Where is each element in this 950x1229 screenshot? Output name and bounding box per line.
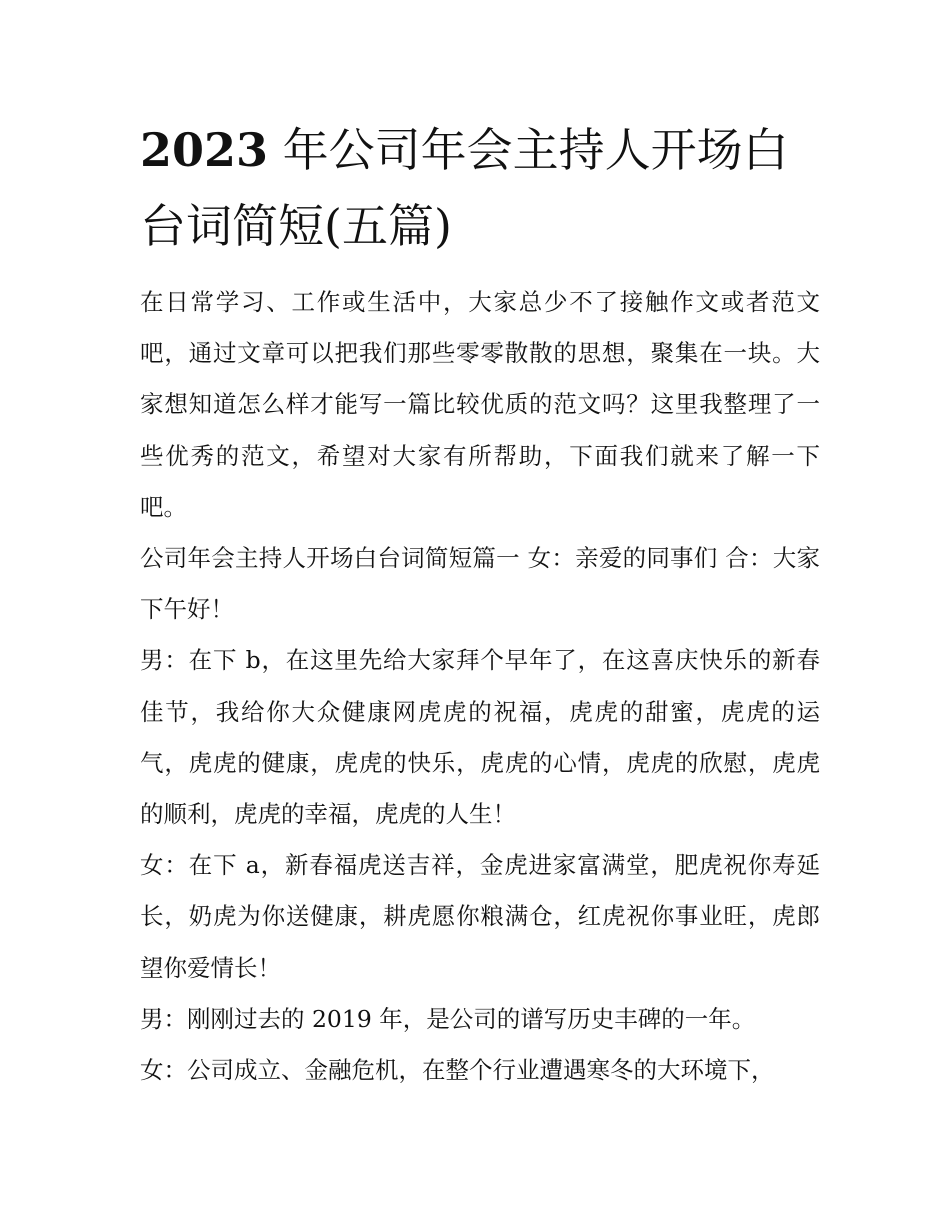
document-title (140, 112, 820, 264)
paragraph-intro: 在日常学习、工作或生活中，大家总少不了接触作文或者范文吧，通过文章可以把我们那些零零散散的思想，聚集在一块。大家想知道怎么样才能写一篇比较优质的范文吗？这里我整理了一些优秀的范文，希望对大家有所帮助，下面我们就来了解一下吧。 (140, 288, 820, 521)
paragraph-female-review: 女：公司成立、金融危机，在整个行业遭遇寒冬的大环境下， (140, 1056, 775, 1085)
title-year: 2023 (140, 123, 269, 177)
paragraph-female-greeting: 女：在下 a，新春福虎送吉祥，金虎进家富满堂，肥虎祝你寿延长，奶虎为你送健康，耕虎愿你粮满仓，红虎祝你事业旺，虎郎望你爱情长！ (140, 851, 820, 982)
title-text: 年公司年会主持人开场白台词简短(五篇) (140, 123, 789, 253)
paragraph-male-review: 男：刚刚过去的 2019 年，是公司的谱写历史丰碑的一年。 (140, 1004, 756, 1033)
paragraph-male-greeting: 男：在下 b，在这里先给大家拜个早年了，在这喜庆快乐的新春佳节，我给你大众健康网虎虎的祝福，虎虎的甜蜜，虎虎的运气，虎虎的健康，虎虎的快乐，虎虎的心情，虎虎的欣慰，虎虎的顺利，虎虎的幸福，虎虎的人生！ (140, 646, 820, 829)
paragraph-section-one-opening: 公司年会主持人开场白台词简短篇一 女：亲爱的同事们 合：大家 下午好！ (140, 544, 820, 624)
document-body (140, 277, 820, 1096)
